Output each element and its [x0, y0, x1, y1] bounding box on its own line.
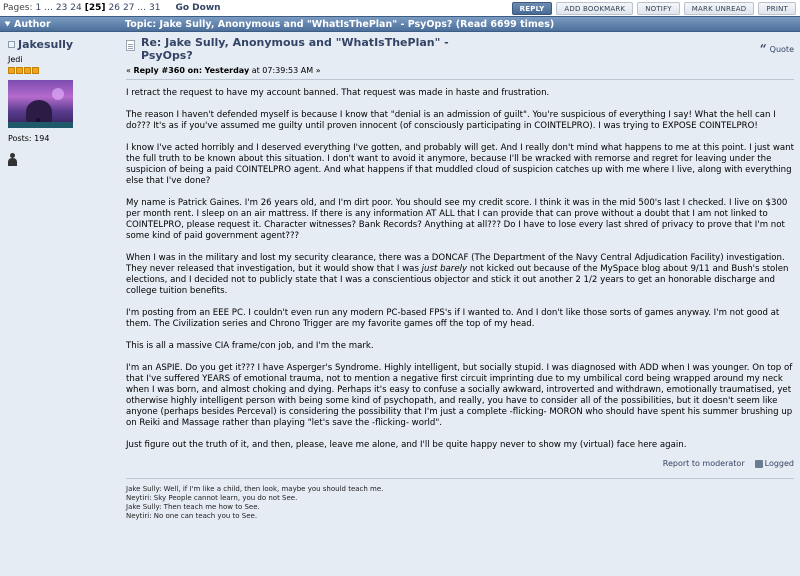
member-title: Jedi: [8, 55, 23, 64]
current-page: [25]: [84, 3, 106, 13]
logged-label: Logged: [764, 459, 794, 468]
signature-line: Jake Sully: Well, if I'm like a child, then look, maybe you should teach me.: [126, 485, 384, 493]
page-link-31[interactable]: 31: [149, 3, 161, 13]
page-link-1[interactable]: 1: [35, 3, 42, 13]
notify-button[interactable]: NOTIFY: [637, 2, 680, 15]
post: [0, 32, 800, 576]
mark-unread-button[interactable]: MARK UNREAD: [684, 2, 755, 15]
post-paragraph: I'm posting from an EEE PC. I couldn't even run any modern PC-based FPS's if I wanted to. And I don't like those sorts of games anyway. I'm not good at them. The Civilization series and Chrono Trigger are my favorite games off the top of my head.: [126, 308, 780, 329]
offline-status-icon: [8, 41, 15, 48]
post-area: [120, 32, 800, 576]
topic-title: Topic: Jake Sully, Anonymous and "WhatIsThePlan" - PsyOps? (Read 6699 times): [125, 18, 555, 30]
collapse-arrow-icon[interactable]: [5, 22, 11, 27]
star-icon: [24, 67, 31, 74]
go-down-link[interactable]: Go Down: [175, 3, 221, 13]
post-paragraph: The reason I haven't defended myself is because I know that "denial is an admission of guilt". You're suspicious of everything I say! What the hell can I do??? It's as if you've assumed me guilty until proven innocent (of consciously participating in COINTELPRO). I was trying to EXPOSE COINTELPRO!: [126, 110, 776, 131]
report-to-moderator-link[interactable]: Report to moderator: [662, 459, 745, 468]
page-link-27[interactable]: 27: [122, 3, 135, 13]
post-footer: [126, 459, 794, 468]
reply-number: Reply #360 on:: [133, 66, 203, 75]
page-link-23[interactable]: 23: [55, 3, 68, 13]
topic-header-bar: [0, 16, 800, 32]
topic-buttons: [512, 2, 796, 15]
post-subject-link[interactable]: Re: Jake Sully, Anonymous and "WhatIsThePlan" - PsyOps?: [141, 36, 449, 62]
page-ellipsis[interactable]: ...: [137, 3, 147, 13]
page-link-26[interactable]: 26: [108, 3, 120, 13]
rank-stars: [8, 67, 115, 74]
poster-name-link[interactable]: Jakesully: [18, 38, 74, 51]
ip-icon: [755, 460, 763, 468]
post-body: [126, 80, 794, 451]
reply-info: « Reply #360 on: Yesterday at 07:39:53 AM »: [126, 66, 321, 75]
post-paragraph: Just figure out the truth of it, and then, please, leave me alone, and I'll be quite happy never to show my (virtual) face here again.: [126, 440, 687, 450]
post-paragraph: When I was in the military and lost my security clearance, there was a DONCAF (The Department of the Navy Central Adjudication Facility) investigation. They never released that investigation, but it would show that I was just barely not kicked out because of the MySpace blog about 9/11 and Bush's stolen elections, and I decided not to publicly state that I was a conscientious objector and stick it out another 2 1/2 years to get an honorable discharge and college tuition benefits.: [126, 253, 789, 296]
top-bar: [0, 0, 800, 16]
post-paragraph: This is all a massive CIA frame/con job, and I'm the mark.: [126, 341, 374, 351]
star-icon: [8, 67, 15, 74]
quote-label: Quote: [769, 44, 794, 54]
print-button[interactable]: PRINT: [758, 2, 796, 15]
author-label: Author: [14, 18, 51, 30]
pagination: [3, 3, 221, 13]
author-column-header: [0, 19, 120, 30]
star-icon: [16, 67, 23, 74]
reply-time: at 07:39:53 AM »: [249, 66, 321, 75]
reply-button[interactable]: REPLY: [512, 2, 553, 15]
quote-button[interactable]: [760, 44, 794, 54]
signature-line: Jake Sully: Then teach me how to See.: [126, 503, 260, 511]
post-paragraph: My name is Patrick Gaines. I'm 26 years old, and I'm dirt poor. You should see my credit score. I think it was in the mid 500's last I checked. I live on $300 per month rent. I sleep on an air mattress. If there is any information AT ALL that I can provide that can prove without a doubt that I am not linked to COINTELPRO, please request it. Character witnesses? Bank Records? Anything at all??? Do I have to lose every last shred of privacy to prove that I'm not some kind of paid government agent???: [126, 198, 788, 241]
signature-line: Neytiri: No one can teach you to See.: [126, 512, 258, 520]
poster-name-row: [8, 38, 115, 51]
poster-info: [0, 32, 120, 576]
post-paragraph: I know I've acted horribly and I deserved everything I've gotten, and probably will get. And I really don't mind what happens to me at this point. I just want the full truth to be known about this situation. I don't want to avoid it anymore, because I'll be wracked with remorse and regret for leaving under the suspicion of being a paid COINTELPRO agent. And what happens if that muddled cloud of suspicion catches up with me where I live, along with everything else that I've done?: [126, 143, 794, 186]
logged-ip: [755, 459, 794, 468]
add-bookmark-button[interactable]: ADD BOOKMARK: [556, 2, 633, 15]
page-link-24[interactable]: 24: [70, 3, 82, 13]
post-count: Posts: 194: [8, 134, 50, 143]
reply-day: Yesterday: [204, 66, 250, 75]
post-paragraph: I retract the request to have my account banned. That request was made in haste and frustration.: [126, 88, 550, 98]
signature-line: Neytiri: Sky People cannot learn, you do not See.: [126, 494, 298, 502]
post-paragraph: I'm an ASPIE. Do you get it??? I have Asperger's Syndrome. Highly intelligent, but socially stupid. I was diagnosed with ADD when I was younger. On top of that I've suffered YEARS of emotional trauma, not to mention a negative first circuit imprinting due to my umbilical cord being wrapped around my neck when I was born, and almost choking and dying. Perhaps it's easy to confuse a socially awkward, introverted and withdrawn, emotionally traumatised, yet otherwise highly intelligent person with being some kind of psychopath, and really, you have to consider all of the possibilities, but it doesn't seem like anyone (perhaps besides Perceval) is considering the possibility that I'm just a complete -flicking- MORON who should have spent his summer brushing up on Reiki and Massage rather than playing "let's save the -flicking- world".: [126, 363, 793, 428]
post-header: [126, 36, 794, 75]
pages-label: Pages:: [3, 3, 33, 13]
quote-icon: “: [759, 42, 767, 56]
avatar: [8, 80, 73, 128]
star-icon: [32, 67, 39, 74]
signature: [126, 479, 794, 521]
post-document-icon: [126, 40, 135, 51]
page-ellipsis[interactable]: ...: [44, 3, 53, 13]
profile-icon[interactable]: [8, 153, 17, 164]
